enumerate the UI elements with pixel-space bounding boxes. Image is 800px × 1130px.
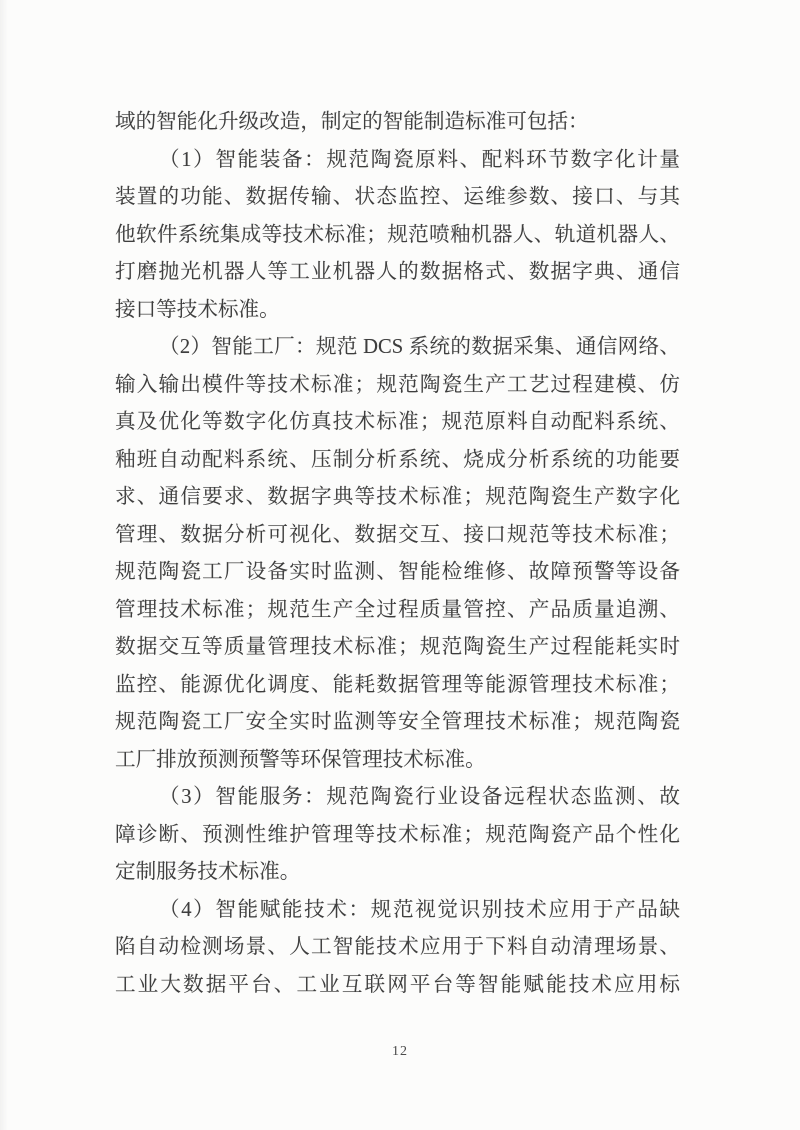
- text-line: 釉班自动配料系统、压制分析系统、烧成分析系统的功能要: [115, 448, 680, 471]
- text-line: 规范陶瓷工厂设备实时监测、智能检维修、故障预警等设备: [115, 561, 680, 583]
- text-line: 他软件系统集成等技术标准；规范喷釉机器人、轨道机器人、: [115, 223, 680, 246]
- text-line: 数据交互等质量管理技术标准；规范陶瓷生产过程能耗实时: [115, 636, 680, 658]
- text-line: 工厂排放预测预警等环保管理技术标准。: [115, 748, 486, 771]
- text-line: （2）智能工厂：规范 DCS 系统的数据采集、通信网络、: [159, 336, 680, 358]
- text-line: 求、通信要求、数据字典等技术标准；规范陶瓷生产数字化: [115, 486, 680, 508]
- page-number: 12: [392, 1044, 408, 1059]
- text-line: 管理技术标准；规范生产全过程质量管控、产品质量追溯、: [115, 598, 680, 621]
- text-line: 定制服务技术标准。: [115, 861, 301, 883]
- text-line: 输入输出模件等技术标准；规范陶瓷生产工艺过程建模、仿: [115, 373, 680, 396]
- text-line: 监控、能源优化调度、能耗数据管理等能源管理技术标准；: [115, 673, 680, 696]
- text-line: 工业大数据平台、工业互联网平台等智能赋能技术应用标: [115, 973, 680, 996]
- text-line: 装置的功能、数据传输、状态监控、运维参数、接口、与其: [115, 186, 680, 208]
- text-line: 真及优化等数字化仿真技术标准；规范原料自动配料系统、: [115, 411, 680, 433]
- text-line: 域的智能化升级改造，制定的智能制造标准可包括：: [115, 111, 589, 133]
- text-line: 打磨抛光机器人等工业机器人的数据格式、数据字典、通信: [115, 261, 680, 283]
- text-line: （3）智能服务：规范陶瓷行业设备远程状态监测、故: [159, 786, 680, 808]
- text-line: 管理、数据分析可视化、数据交互、接口规范等技术标准；: [115, 523, 680, 546]
- text-line: 规范陶瓷工厂安全实时监测等安全管理技术标准；规范陶瓷: [115, 711, 680, 733]
- text-line: （4）智能赋能技术：规范视觉识别技术应用于产品缺: [159, 898, 680, 921]
- text-line: 接口等技术标准。: [115, 298, 280, 321]
- text-line: （1）智能装备：规范陶瓷原料、配料环节数字化计量: [159, 148, 680, 171]
- body-text: [115, 104, 680, 1004]
- text-line: 陷自动检测场景、人工智能技术应用于下料自动清理场景、: [115, 936, 680, 958]
- text-line: 障诊断、预测性维护管理等技术标准；规范陶瓷产品个性化: [115, 823, 680, 846]
